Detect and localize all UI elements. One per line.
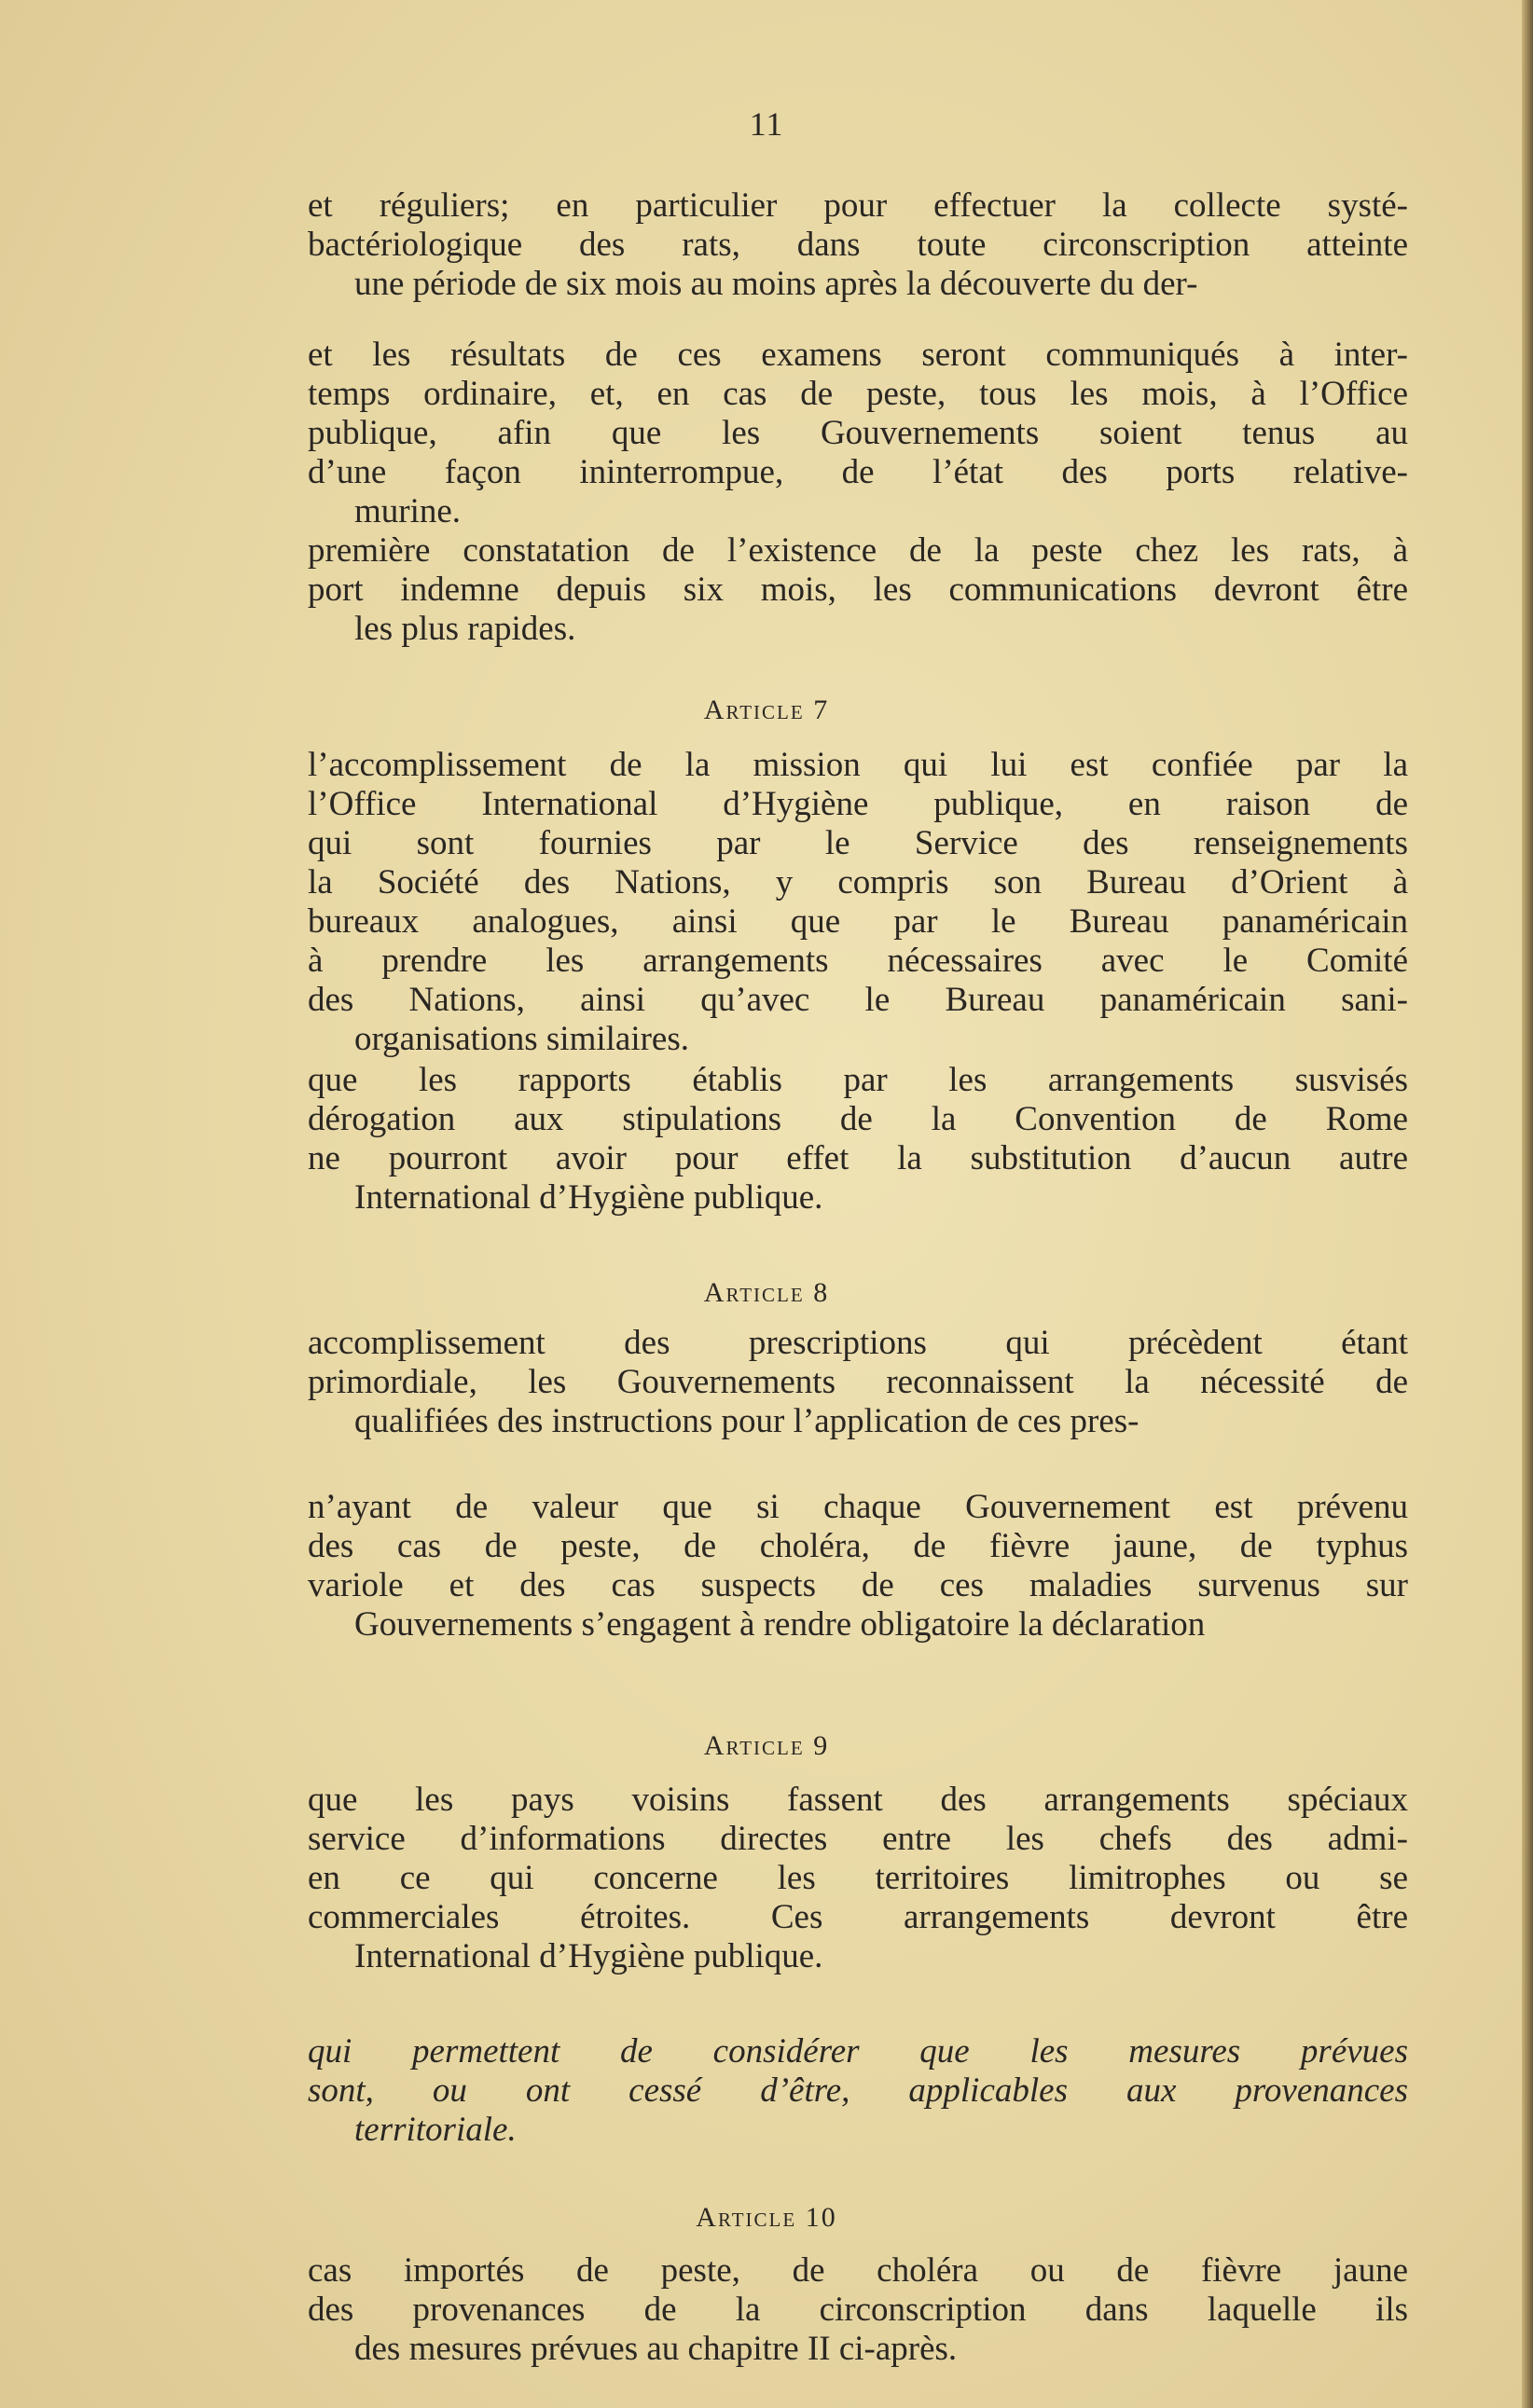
article-heading: Article 10	[696, 2202, 837, 2233]
section-title-line: territoriale.	[354, 2111, 517, 2149]
paragraph-line: International d’Hygiène publique.	[354, 1178, 823, 1217]
article-heading: Article 7	[703, 695, 830, 725]
paragraph-line: que les pays voisins fassent des arrangements spéciaux	[308, 1781, 1408, 1819]
paragraph-line: Gouvernements s’engagent à rendre obligatoire la déclaration	[354, 1605, 1206, 1644]
paragraph-line: port indemne depuis six mois, les communications devront être	[308, 571, 1408, 609]
paragraph-line: des mesures prévues au chapitre II ci-après.	[354, 2330, 958, 2368]
page-spine-shadow	[1522, 0, 1533, 2408]
paragraph-line: temps ordinaire, et, en cas de peste, tous les mois, à l’Office	[308, 375, 1408, 413]
paragraph-line: primordiale, les Gouvernements reconnaissent la nécessité de	[308, 1363, 1408, 1401]
paragraph-line: commerciales étroites. Ces arrangements devront être	[308, 1898, 1408, 1936]
paragraph-line: qui sont fournies par le Service des renseignements	[308, 824, 1408, 862]
paragraph-line: des Nations, ainsi qu’avec le Bureau panaméricain sani-	[308, 981, 1408, 1019]
paragraph-line: murine.	[354, 492, 462, 530]
paragraph-line: que les rapports établis par les arrangements susvisés	[308, 1061, 1408, 1099]
paragraph-line: et réguliers; en particulier pour effectuer la collecte systé-	[308, 186, 1408, 225]
paragraph-line: l’accomplissement de la mission qui lui est confiée par la	[308, 746, 1408, 784]
paragraph-line: l’Office International d’Hygiène publique, en raison de	[308, 785, 1408, 823]
paragraph-line: à prendre les arrangements nécessaires avec le Comité	[308, 942, 1408, 980]
paragraph-line: en ce qui concerne les territoires limitrophes ou se	[308, 1859, 1408, 1897]
paragraph-line: service d’informations directes entre les chefs des admi-	[308, 1820, 1408, 1858]
section-title-line: qui permettent de considérer que les mesures prévues	[308, 2032, 1408, 2071]
paragraph-line: d’une façon ininterrompue, de l’état des ports relative-	[308, 453, 1408, 491]
paragraph-line: cas importés de peste, de choléra ou de fièvre jaune	[308, 2251, 1408, 2290]
paragraph-line: accomplissement des prescriptions qui précèdent étant	[308, 1324, 1408, 1362]
article-heading: Article 9	[703, 1730, 830, 1761]
paragraph-line: des provenances de la circonscription dans laquelle ils	[308, 2291, 1408, 2329]
paragraph-line: bactériologique des rats, dans toute circonscription atteinte	[308, 226, 1408, 264]
paragraph-line: organisations similaires.	[354, 1020, 689, 1058]
paragraph-line: première constatation de l’existence de la peste chez les rats, à	[308, 531, 1408, 570]
paragraph-line: publique, afin que les Gouvernements soient tenus au	[308, 414, 1408, 452]
paragraph-line: ne pourront avoir pour effet la substitution d’aucun autre	[308, 1139, 1408, 1177]
section-title-line: sont, ou ont cessé d’être, applicables aux provenances	[308, 2071, 1408, 2110]
page-number: 11	[749, 105, 784, 143]
paragraph-line: la Société des Nations, y compris son Bureau d’Orient à	[308, 863, 1408, 901]
paragraph-line: et les résultats de ces examens seront communiqués à inter-	[308, 336, 1408, 374]
paragraph-line: dérogation aux stipulations de la Convention de Rome	[308, 1100, 1408, 1138]
paragraph-line: International d’Hygiène publique.	[354, 1937, 823, 1975]
paragraph-line: bureaux analogues, ainsi que par le Bureau panaméricain	[308, 902, 1408, 941]
paragraph-line: variole et des cas suspects de ces maladies survenus sur	[308, 1566, 1408, 1604]
paragraph-line: n’ayant de valeur que si chaque Gouvernement est prévenu	[308, 1488, 1408, 1526]
paragraph-line: des cas de peste, de choléra, de fièvre jaune, de typhus	[308, 1527, 1408, 1565]
paragraph-line: qualifiées des instructions pour l’application de ces pres-	[354, 1402, 1139, 1440]
article-heading: Article 8	[703, 1277, 830, 1308]
paragraph-line: une période de six mois au moins après la découverte du der-	[354, 265, 1198, 303]
paragraph-line: les plus rapides.	[354, 610, 576, 648]
